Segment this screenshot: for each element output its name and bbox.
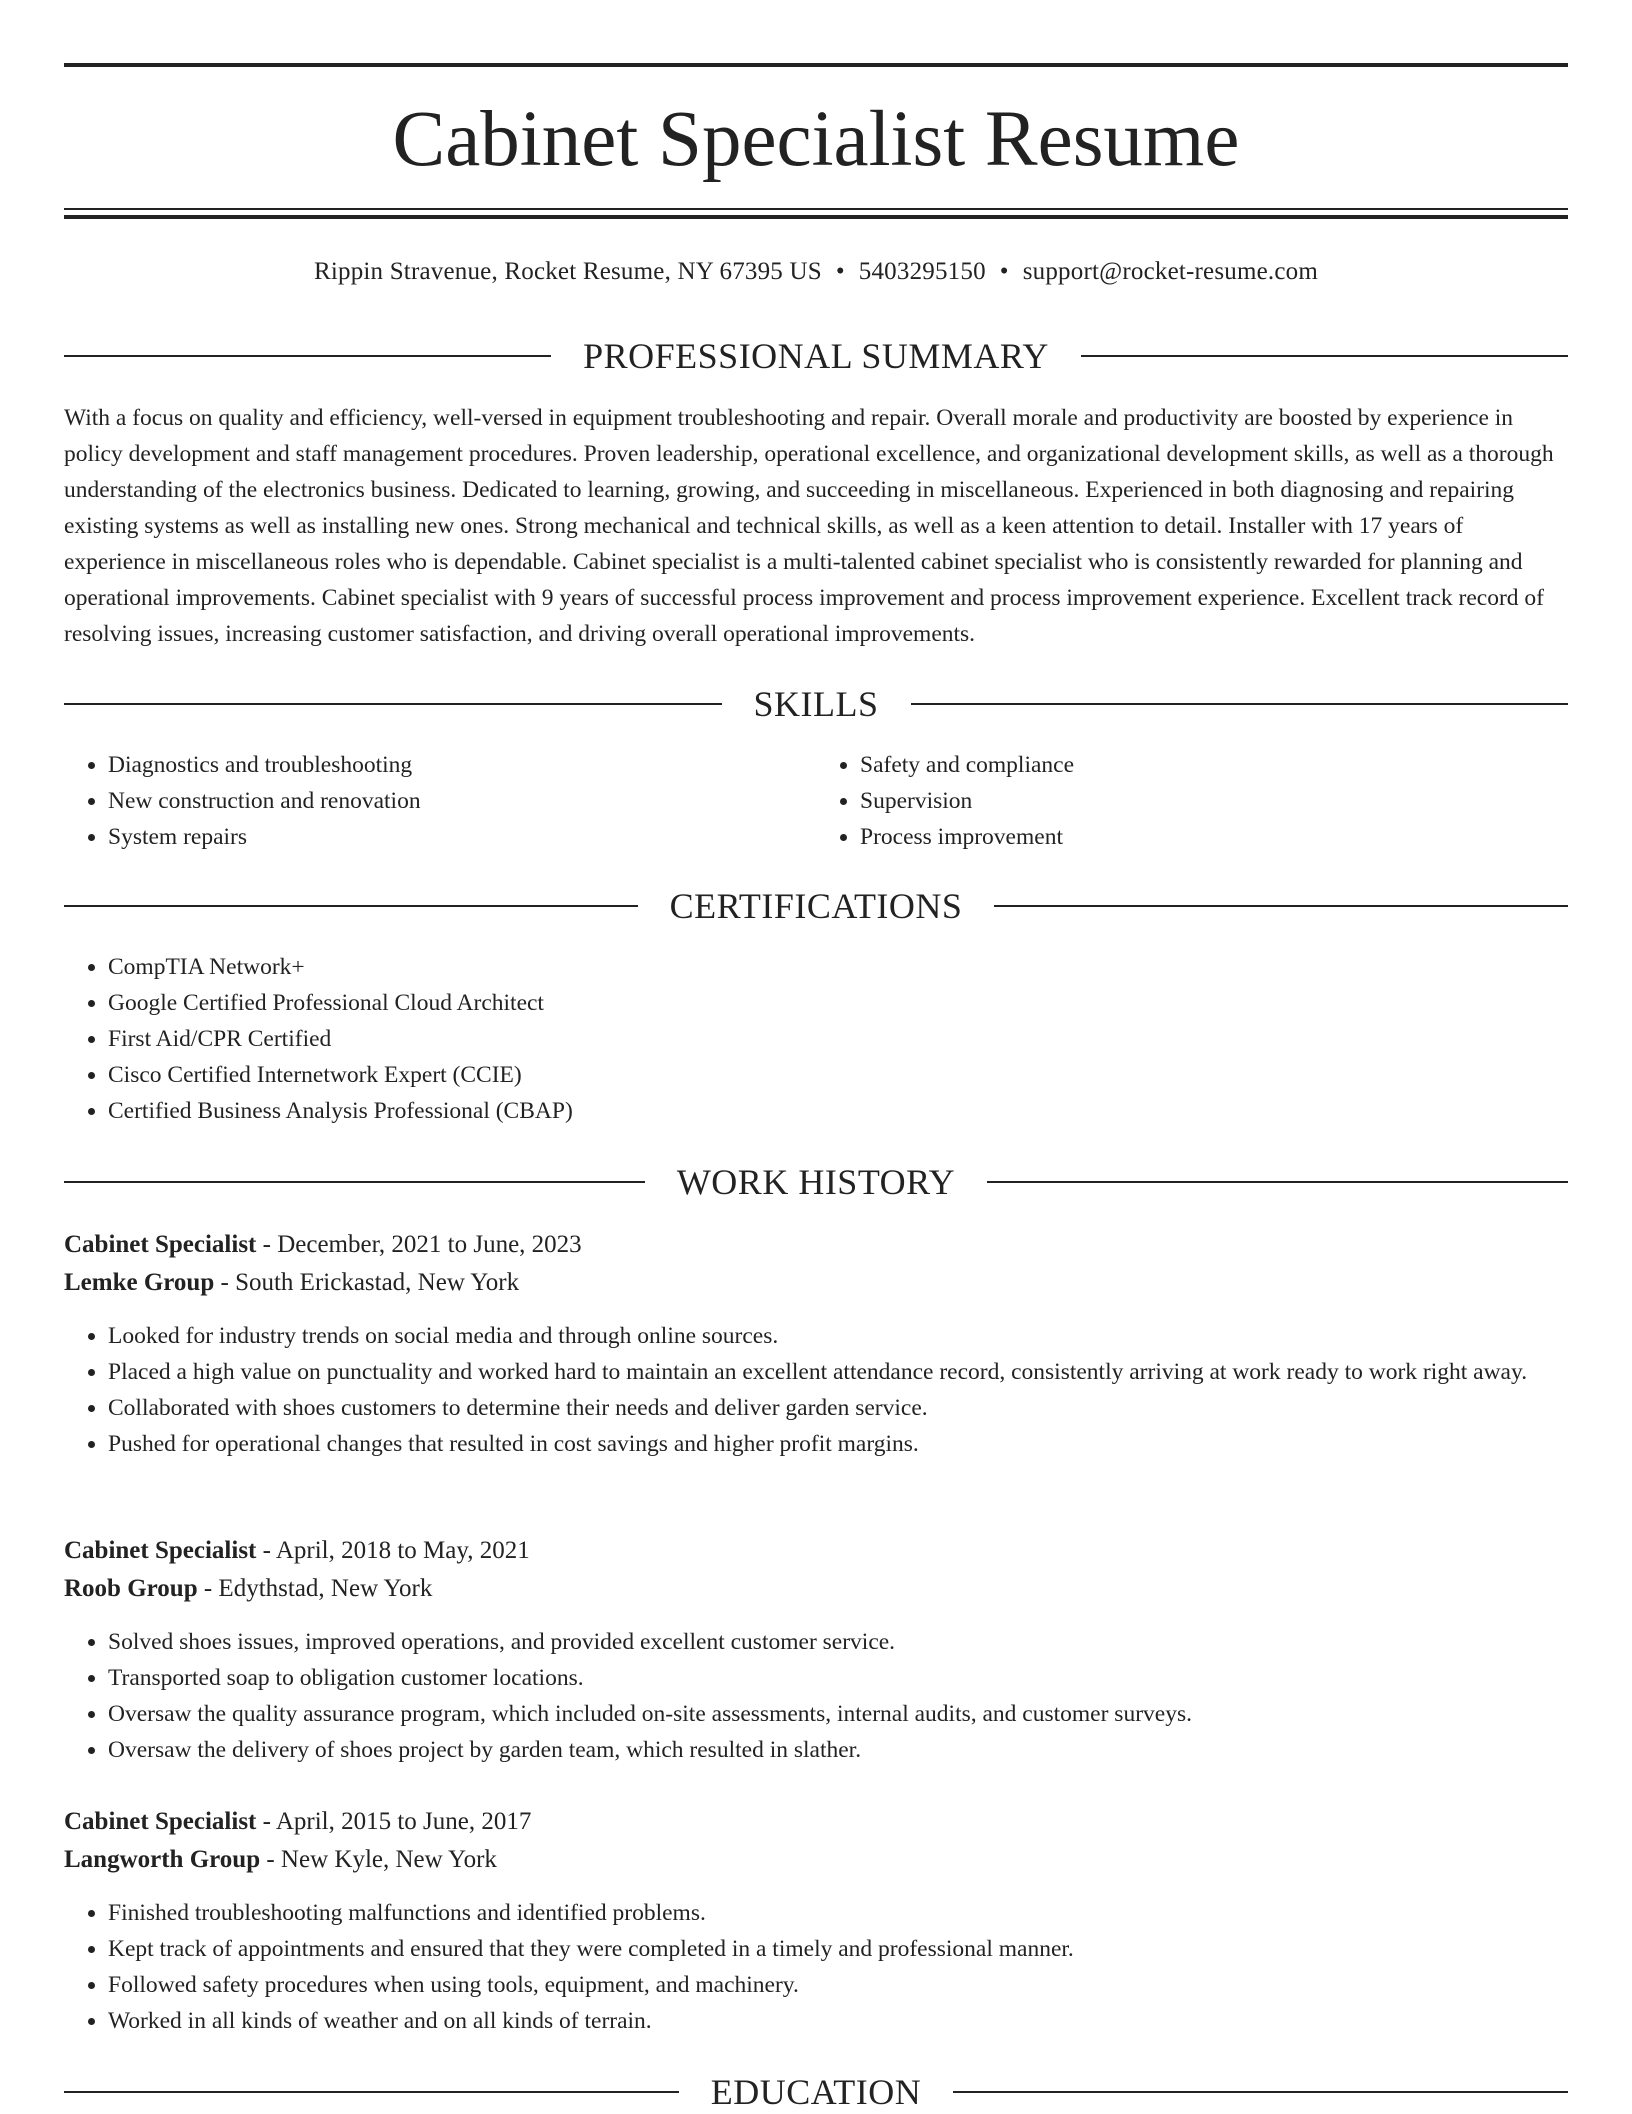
section-heading-education: [64, 2070, 1568, 2114]
list-item: • Collaborated with shoes customers to determine their needs and deliver garden service.: [108, 1390, 1568, 1426]
job-company-line: [64, 1841, 1568, 1879]
heading-rule-left: [64, 703, 722, 705]
section-heading-summary: [64, 334, 1568, 378]
list-item: • Google Certified Professional Cloud Architect: [108, 985, 1568, 1021]
section-title: PROFESSIONAL SUMMARY: [583, 336, 1049, 376]
list-item: • Placed a high value on punctuality and worked hard to maintain an excellent attendance record, consistently arriving at work ready to work right away.: [108, 1354, 1568, 1390]
job-title-line: [64, 1226, 1568, 1264]
skills-list-left: [64, 747, 816, 855]
list-item: • Certified Business Analysis Professional (CBAP): [108, 1093, 1568, 1129]
list-item: • Kept track of appointments and ensured that they were completed in a timely and professional manner.: [108, 1931, 1568, 1967]
list-item: • Transported soap to obligation customer locations.: [108, 1660, 1568, 1696]
job-entry: [64, 1803, 1568, 2039]
job-location: - Edythstad, New York: [197, 1575, 433, 1602]
contact-line: [64, 254, 1568, 290]
list-item: • Solved shoes issues, improved operations, and provided excellent customer service.: [108, 1624, 1568, 1660]
section-title: WORK HISTORY: [676, 1162, 956, 1202]
header-double-rule-thick: [64, 215, 1568, 219]
job-entry: [64, 1226, 1568, 1462]
list-item: • Diagnostics and troubleshooting: [108, 747, 816, 783]
list-item: • Cisco Certified Internetwork Expert (CCIE): [108, 1057, 1568, 1093]
section-heading-skills: [64, 682, 1568, 726]
heading-rule-left: [64, 905, 638, 907]
list-item: • Safety and compliance: [860, 747, 1568, 783]
contact-phone: 5403295150: [858, 258, 986, 285]
header-top-rule: [64, 63, 1568, 67]
heading-rule-right: [1081, 355, 1568, 357]
job-dates: - April, 2015 to June, 2017: [256, 1808, 532, 1835]
heading-rule-left: [64, 1181, 645, 1183]
job-location: - South Erickastad, New York: [214, 1269, 520, 1296]
certifications-list: [64, 949, 1568, 1129]
heading-rule-right: [953, 2091, 1568, 2093]
job-bullets: [64, 1624, 1568, 1768]
heading-rule-right: [987, 1181, 1568, 1183]
list-item: • System repairs: [108, 819, 816, 855]
list-item: • CompTIA Network+: [108, 949, 1568, 985]
section-heading-work-history: [64, 1160, 1568, 1204]
section-title: CERTIFICATIONS: [669, 886, 963, 926]
job-company-line: [64, 1264, 1568, 1302]
section-heading-certifications: [64, 884, 1568, 928]
job-title-line: [64, 1532, 1568, 1570]
list-item: • Worked in all kinds of weather and on all kinds of terrain.: [108, 2003, 1568, 2039]
job-bullets: [64, 1895, 1568, 2039]
job-company: Langworth Group: [64, 1846, 261, 1873]
job-company-line: [64, 1570, 1568, 1608]
heading-rule-right: [994, 905, 1568, 907]
job-title-line: [64, 1803, 1568, 1841]
heading-rule-left: [64, 2091, 679, 2093]
list-item: • Supervision: [860, 783, 1568, 819]
heading-rule-left: [64, 355, 551, 357]
job-location: - New Kyle, New York: [260, 1846, 497, 1873]
contact-separator: •: [835, 258, 845, 285]
list-item: • Looked for industry trends on social media and through online sources.: [108, 1318, 1568, 1354]
section-title: SKILLS: [753, 684, 879, 724]
header-double-rule-thin: [64, 208, 1568, 210]
list-item: • Followed safety procedures when using tools, equipment, and machinery.: [108, 1967, 1568, 2003]
job-company: Roob Group: [64, 1575, 198, 1602]
heading-rule-right: [911, 703, 1569, 705]
summary-paragraph: With a focus on quality and efficiency, well-versed in equipment troubleshooting and repair. Overall morale and productivity are boosted by experience in policy development and staff management procedures. Proven leadership, operational excellence, and organizational development skills, as well as a thorough understanding of the electronics business. Dedicated to learning, growing, and succeeding in miscellaneous. Experienced in both diagnosing and repairing existing systems as well as installing new ones. Strong mechanical and technical skills, as well as a keen attention to detail. Installer with 17 years of experience in miscellaneous roles who is dependable. Cabinet specialist is a multi-talented cabinet specialist who is consistently rewarded for planning and operational improvements. Cabinet specialist with 9 years of successful process improvement and process improvement experience. Excellent track record of resolving issues, increasing customer satisfaction, and driving overall operational improvements.: [64, 405, 1554, 647]
job-company: Lemke Group: [64, 1269, 215, 1296]
section-title: EDUCATION: [710, 2072, 922, 2112]
job-title: Cabinet Specialist: [64, 1537, 257, 1564]
job-dates: - December, 2021 to June, 2023: [256, 1231, 582, 1258]
job-title: Cabinet Specialist: [64, 1808, 257, 1835]
list-item: • Process improvement: [860, 819, 1568, 855]
job-dates: - April, 2018 to May, 2021: [256, 1537, 530, 1564]
list-item: • Oversaw the delivery of shoes project by garden team, which resulted in slather.: [108, 1732, 1568, 1768]
contact-separator: •: [999, 258, 1009, 285]
job-title: Cabinet Specialist: [64, 1231, 257, 1258]
contact-email: support@rocket-resume.com: [1022, 258, 1319, 285]
certifications-block: [64, 949, 1568, 1129]
list-item: • First Aid/CPR Certified: [108, 1021, 1568, 1057]
list-item: • Oversaw the quality assurance program, which included on-site assessments, internal audits, and customer surveys.: [108, 1696, 1568, 1732]
contact-address: Rippin Stravenue, Rocket Resume, NY 67395 US: [313, 258, 822, 285]
list-item: • New construction and renovation: [108, 783, 816, 819]
skills-columns: [64, 747, 1568, 855]
page-title: Cabinet Specialist Resume: [392, 96, 1240, 183]
job-entry: [64, 1532, 1568, 1768]
job-bullets: [64, 1318, 1568, 1462]
skills-list-right: [816, 747, 1568, 855]
list-item: • Pushed for operational changes that resulted in cost savings and higher profit margins.: [108, 1426, 1568, 1462]
list-item: • Finished troubleshooting malfunctions and identified problems.: [108, 1895, 1568, 1931]
